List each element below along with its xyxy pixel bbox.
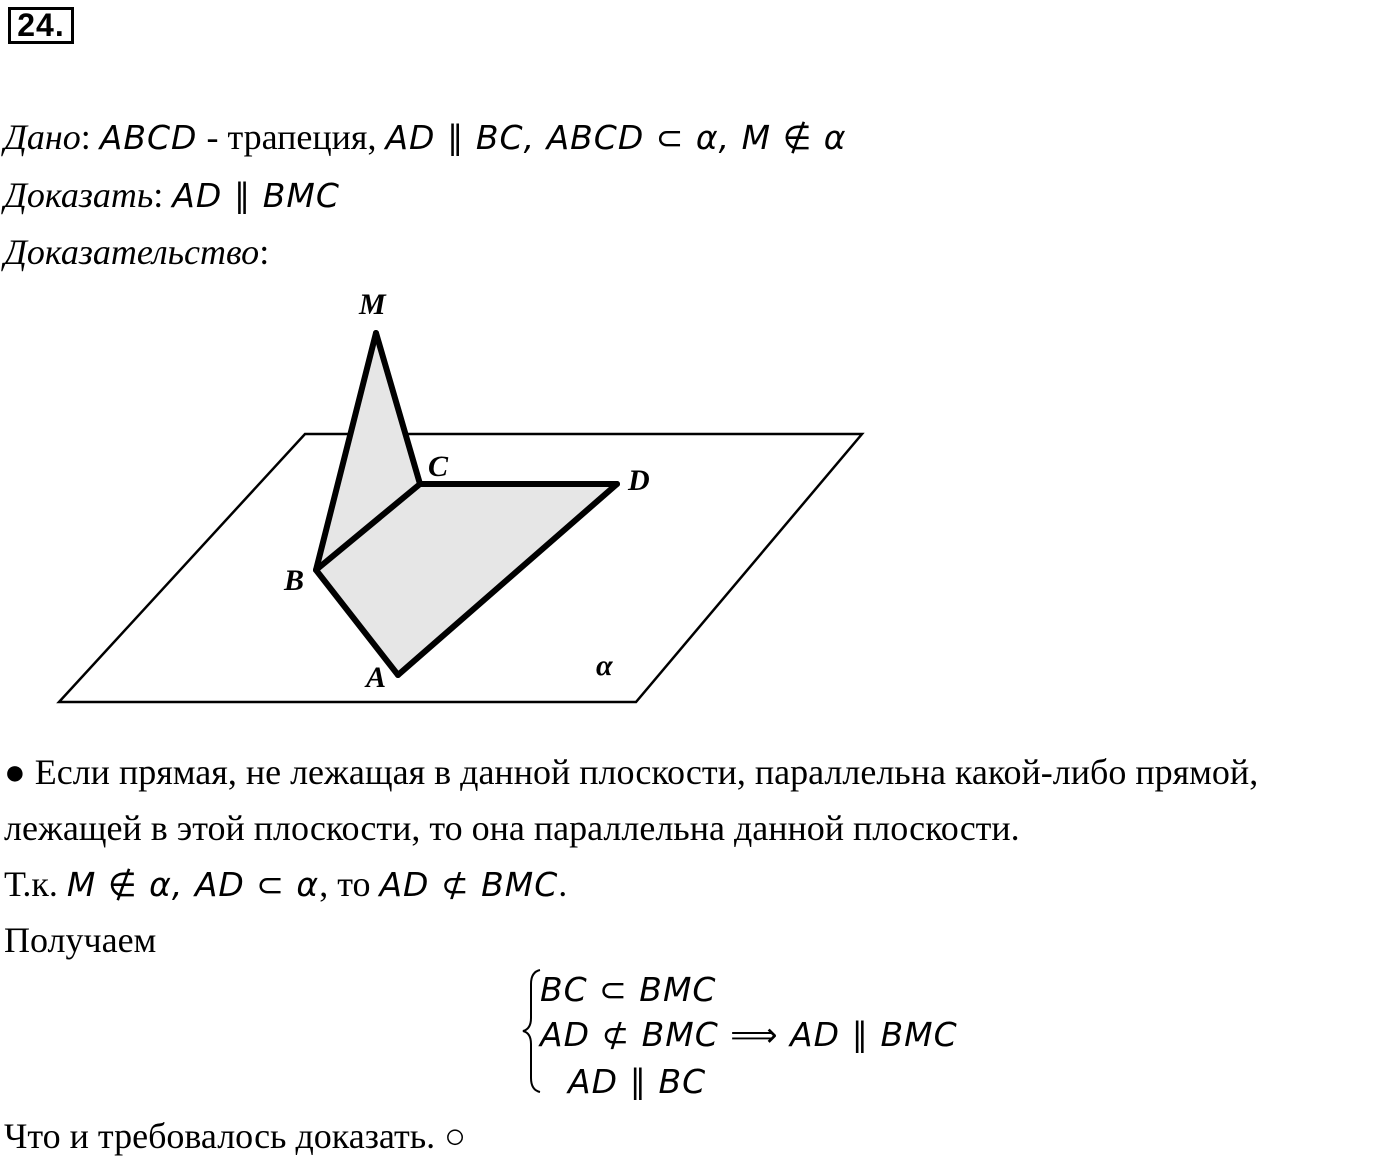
equation-system [520,966,1000,1106]
theorem-line-2: лежащей в этой плоскости, то она параллельна данной плоскости. [4,808,1020,848]
label-point-m: M [359,288,386,321]
label-point-c: C [428,450,449,483]
prove-label: Доказать [4,175,154,215]
system-line-1: BC ⊂ BMC [540,970,717,1009]
label-point-b: B [284,564,305,597]
conclusion-line: Что и требовалось доказать. ○ [4,1116,466,1156]
system-brace [520,966,542,1096]
problem-number: 24. [8,7,74,44]
label-point-a: A [366,661,387,694]
geometry-figure [0,280,900,720]
given-figure-name: ABCD [99,118,198,157]
prove-statement: AD ∥ BMC [172,176,340,215]
since-condition: M ∉ α, AD ⊂ α [66,865,320,904]
since-prefix: Т.к. [4,864,67,904]
system-line-2: AD ⊄ BMC ⟹ AD ∥ BMC [540,1015,958,1054]
theorem-line-1: ● Если прямая, не лежащая в данной плоскости, параллельна какой-либо прямой, [4,752,1259,792]
given-colon: : [80,117,91,157]
given-conditions: AD ∥ BC, ABCD ⊂ α, M ∉ α [385,118,847,157]
proof-line [4,232,269,272]
prove-colon: : [153,175,164,215]
since-line [4,864,567,905]
proof-label: Доказательство [4,232,260,272]
obtain-line: Получаем [4,920,157,960]
given-line [4,117,847,158]
given-description: - трапеция, [197,117,386,157]
system-line-3: AD ∥ BC [568,1062,707,1101]
since-result: AD ⊄ BMC [379,865,559,904]
given-label: Дано [4,117,81,157]
since-middle: , то [319,864,380,904]
prove-line [4,175,340,216]
label-plane-alpha: α [596,649,613,682]
label-point-d: D [628,464,650,497]
proof-colon: : [259,232,270,272]
since-suffix: . [558,864,568,904]
